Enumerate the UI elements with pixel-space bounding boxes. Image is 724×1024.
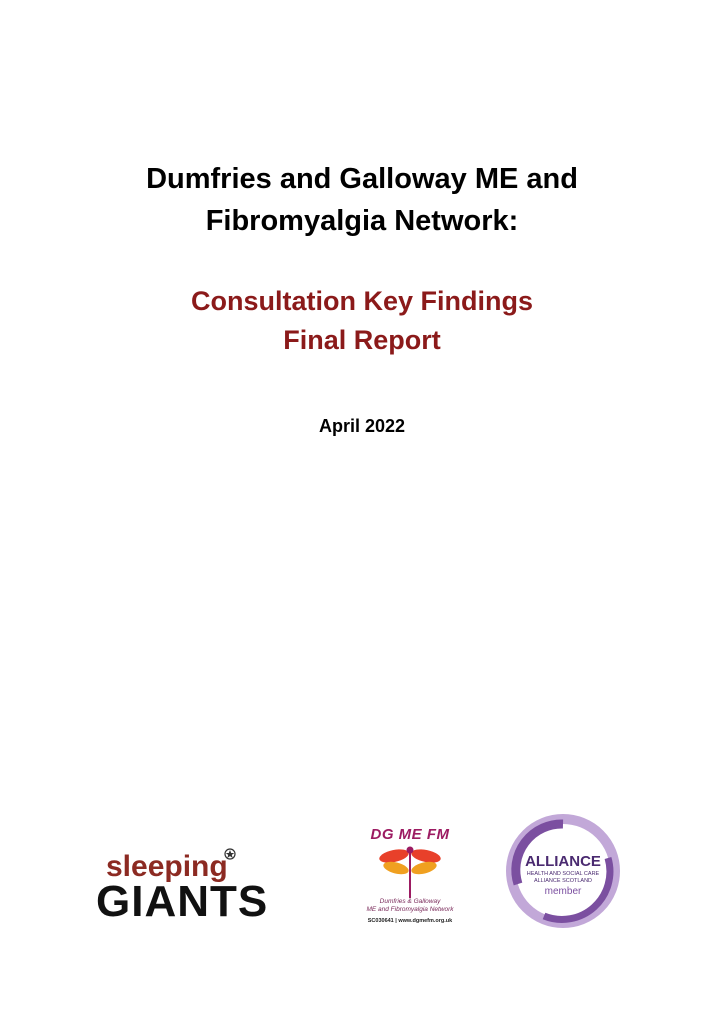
sleeping-giants-line-2: GIANTS [96,877,269,922]
sleeping-giants-logo-graphic [94,842,310,922]
alliance-line-3: ALLIANCE SCOTLAND [533,878,593,884]
dgmefm-heading: DG ME FM [370,826,450,843]
alliance-member-logo [504,812,622,930]
dgmefm-registration: SC030641 | www.dgmefm.org.uk [367,918,453,924]
report-subtitle-line-2: Final Report [283,325,441,355]
report-subtitle-line-1: Consultation Key Findings [191,286,533,316]
alliance-member-badge: member [544,886,582,897]
alliance-line-2: HEALTH AND SOCIAL CARE [526,871,600,877]
report-title-line-2: Fibromyalgia Network: [205,205,519,237]
alliance-logo-graphic [504,812,622,930]
dgmefm-name-line-2: ME and Fibromyalgia Network [366,906,454,913]
report-subtitle [62,282,662,360]
report-title [62,158,662,242]
sleeping-giants-line-1: sleeping [106,850,228,883]
dgmefm-logo [360,826,460,930]
report-date: April 2022 [318,416,406,436]
alliance-name: ALLIANCE [525,853,601,870]
dragonfly-icon [378,844,442,898]
report-title-line-1: Dumfries and Galloway ME and [146,163,578,195]
dgmefm-name-line-1: Dumfries & Galloway [379,898,441,905]
sleeping-giants-logo [94,842,310,922]
